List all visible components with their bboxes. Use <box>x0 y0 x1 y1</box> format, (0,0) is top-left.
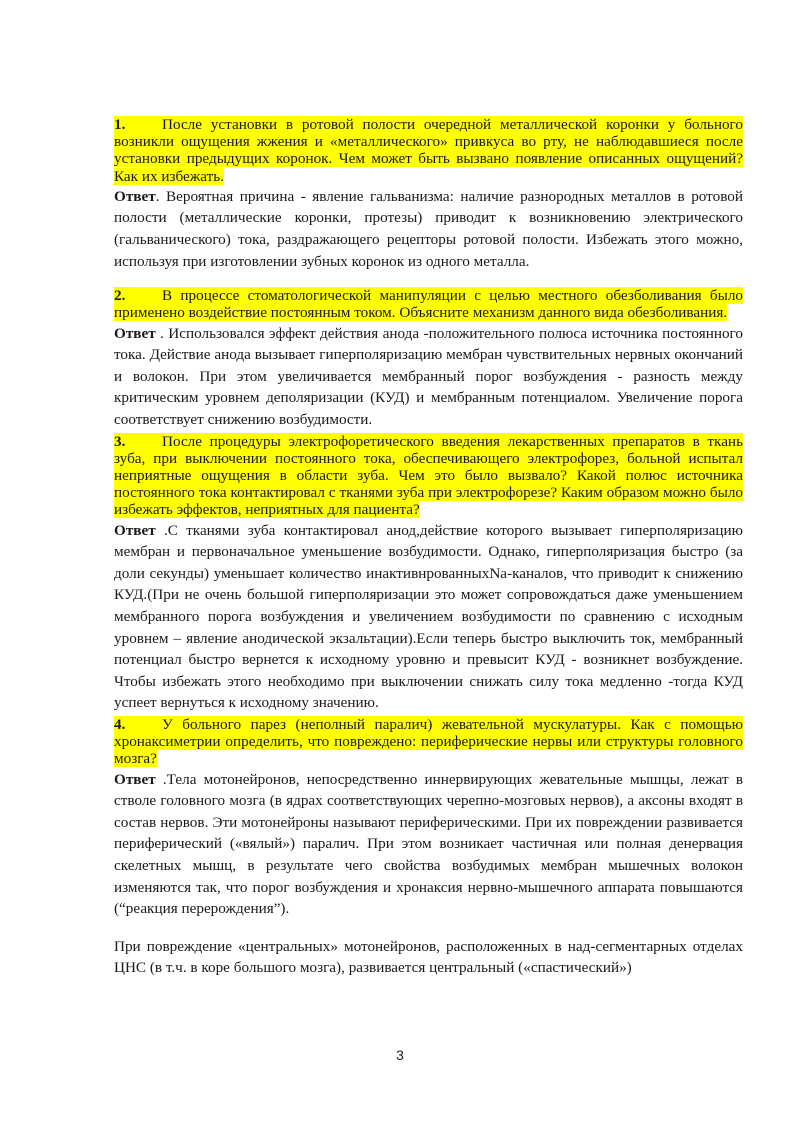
final-paragraph: При повреждение «центральных» мотонейронов, расположенных в над-сегментарных отделах ЦНС (в т.ч. в коре большого мозга), развивается центральный («спастический») <box>114 937 743 977</box>
answer-2 <box>114 323 743 431</box>
answer-text: .С тканями зуба контактировал анод,действие которого вызывает гиперполяризацию мембран и первоначальное уменьшение возбудимости. Однако, гиперполяризация быстро (за доли секунды) уменьшает количество инактивнрованныхNa-каналов, что приводит к снижению КУД.(При не очень большой гиперполяризации это может сопровождаться даже уменьшением мембранного порога возбуждения и увеличением возбудимости по сравнению с исходным уровнем – явление анодической экзальтации).Если теперь быстро выключить ток, мембранный потенциал быстро вернется к исходному уровню и превысит КУД - возникнет возбуждение. Чтобы избежать этого необходимо при выключении снижать силу тока медленно -тогда КУД успеет вернуться к исходному значению. <box>114 521 743 712</box>
answer-text: . Вероятная причина - явление гальванизма: наличие разнородных металлов в ротовой полости (металлические коронки, протезы) приводит к возникновению электрического (гальванического) тока, раздражающего рецепторы ротовой полости. Избежать этого можно, используя при изготовлении зубных коронок из одного металла. <box>114 187 743 270</box>
question-number: 4. <box>114 715 126 733</box>
question-number: 2. <box>114 287 126 305</box>
answer-1 <box>114 186 743 272</box>
question-text: У больного парез (неполный паралич) жевательной мускулатуры. Как с помощью хронаксиметрии определить, что повреждено: периферические нервы или структуры головного мозга? <box>114 715 743 768</box>
answer-text: . Использовался эффект действия анода -положительного полюса источника постоянного тока. Действие анода вызывает гиперполяризацию мембран чувствительных нервных окончаний и волокон. При этом увеличивается мембранный порог возбуждения - разность между критическим уровнем деполяризации (КУД) и мембранным потенциалом. Увеличение порога соответствует снижению возбудимости. <box>114 324 743 428</box>
answer-text: .Тела мотонейронов, непосредственно иннервирующих жевательные мышцы, лежат в стволе головного мозга (в ядрах соответствующих черепно-мозговых нервов), а аксоны входят в состав нервов. Эти мотонейроны называют периферическими. При их повреждении развивается периферический («вялый») паралич. При этом возникает частичная или полная денервация скелетных мышц, в результате чего свойства возбудимых мембран мышечных волокон изменяются так, что порог возбуждения и хронаксия нервно-мышечного аппарата повышаются (“реакция перерождения”). <box>114 770 743 918</box>
answer-label: Ответ <box>114 187 156 205</box>
page-number: 3 <box>396 1047 404 1063</box>
answer-label: Ответ <box>114 521 156 539</box>
answer-label: Ответ <box>114 770 156 788</box>
question-1 <box>114 116 743 185</box>
question-3 <box>114 433 743 519</box>
question-text: В процессе стоматологической манипуляции с целью местного обезболивания было применено воздействие постоянным током. Объясните механизм данного вида обезболивания. <box>114 287 743 322</box>
question-text: После установки в ротовой полости очередной металлической коронки у больного возникли ощущения жжения и «металлического» привкуса во рту, не наблюдавшиеся после установки предыдущих коронок. Чем может быть вызвано появление описанных ощущений? Как их избежать. <box>114 116 743 185</box>
question-4 <box>114 716 743 768</box>
answer-label: Ответ <box>114 324 156 342</box>
question-number: 3. <box>114 432 126 450</box>
answer-3 <box>114 520 743 714</box>
question-number: 1. <box>114 116 126 133</box>
question-2 <box>114 287 743 321</box>
document-page <box>114 116 743 979</box>
question-text: После процедуры электрофоретического введения лекарственных препаратов в ткань зуба, при выключении постоянного тока, обеспечивающего электрофорез, больной испытал неприятные ощущения в области зуба. Чем это было вызвало? Какой полюс источника постоянного тока контактировал с тканями зуба при электрофорезе? Каким образом можно было избежать эффектов, неприятных для пациента? <box>114 432 743 519</box>
answer-4 <box>114 769 743 920</box>
